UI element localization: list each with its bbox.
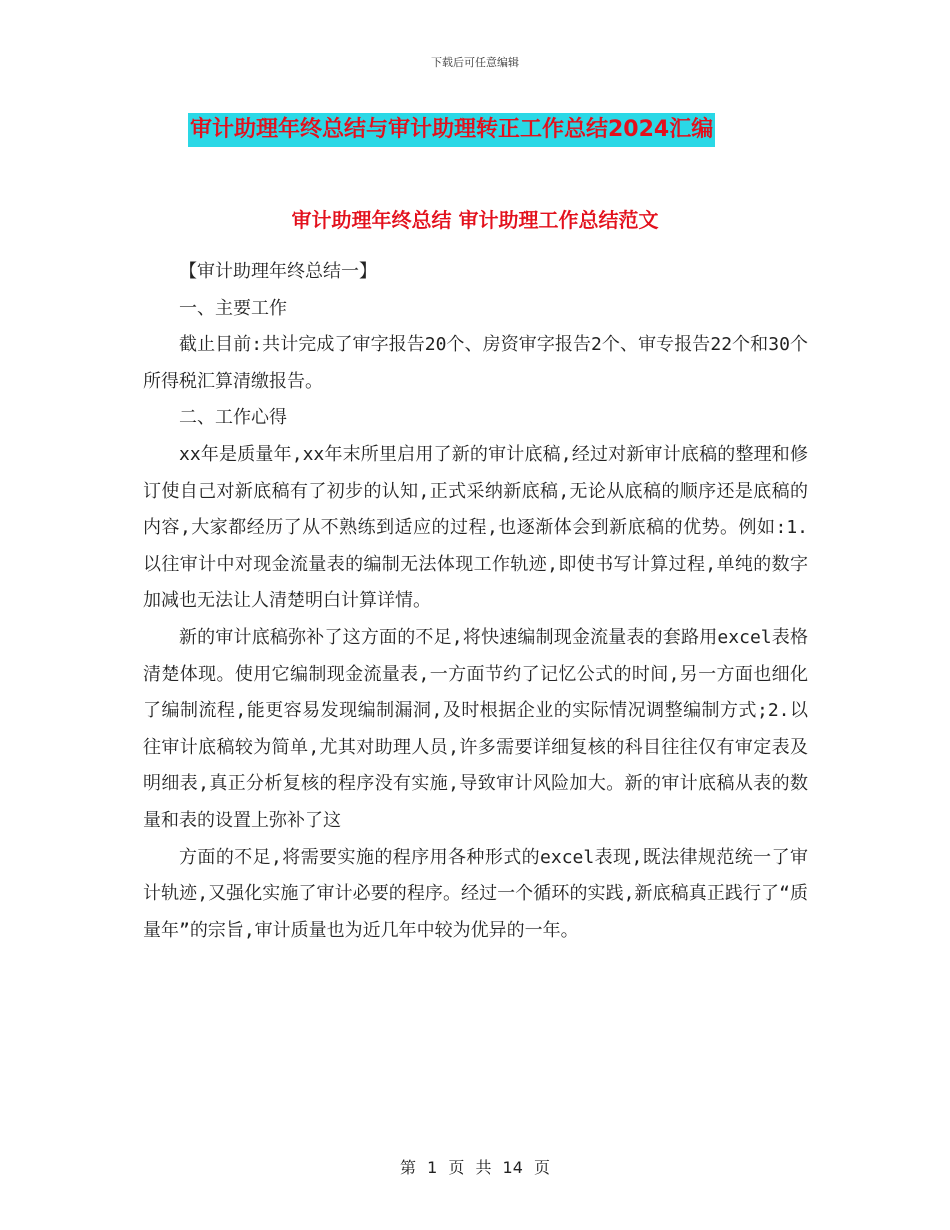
document-body bbox=[143, 254, 808, 949]
body-paragraph: 截止目前:共计完成了审字报告20个、房资审字报告2个、审专报告22个和30个所得税汇算清缴报告。 bbox=[143, 334, 808, 392]
section-heading: 二、工作心得 bbox=[179, 407, 287, 429]
body-paragraph: 新的审计底稿弥补了这方面的不足,将快速编制现金流量表的套路用excel表格清楚体现。使用它编制现金流量表,一方面节约了记忆公式的时间,另一方面也细化了编制流程,能更容易发现编制漏洞,及时根据企业的实际情况调整编制方式;2.以往审计底稿较为简单,尤其对助理人员,许多需要详细复核的科目往往仅有审定表及明细表,真正分析复核的程序没有实施,导致审计风险加大。新的审计底稿从表的数量和表的设置上弥补了这 bbox=[143, 626, 808, 831]
section-heading: 一、主要工作 bbox=[179, 297, 287, 319]
page-header-note: 下载后可任意编辑 bbox=[431, 56, 519, 69]
document-subtitle: 审计助理年终总结 审计助理工作总结范文 bbox=[291, 208, 659, 232]
section-heading: 【审计助理年终总结一】 bbox=[179, 261, 377, 282]
page-number: 第 1 页 共 14 页 bbox=[400, 1158, 550, 1177]
body-paragraph: 方面的不足,将需要实施的程序用各种形式的excel表现,既法律规范统一了审计轨迹,又强化实施了审计必要的程序。经过一个循环的实践,新底稿真正践行了“质量年”的宗旨,审计质量也为近几年中较为优异的一年。 bbox=[143, 846, 808, 941]
body-paragraph: xx年是质量年,xx年末所里启用了新的审计底稿,经过对新审计底稿的整理和修订使自己对新底稿有了初步的认知,正式采纳新底稿,无论从底稿的顺序还是底稿的内容,大家都经历了从不熟练到适应的过程,也逐渐体会到新底稿的优势。例如:1.以往审计中对现金流量表的编制无法体现工作轨迹,即使书写计算过程,单纯的数字加减也无法让人清楚明白计算详情。 bbox=[143, 443, 808, 612]
document-title: 审计助理年终总结与审计助理转正工作总结2024汇编 bbox=[188, 113, 715, 147]
